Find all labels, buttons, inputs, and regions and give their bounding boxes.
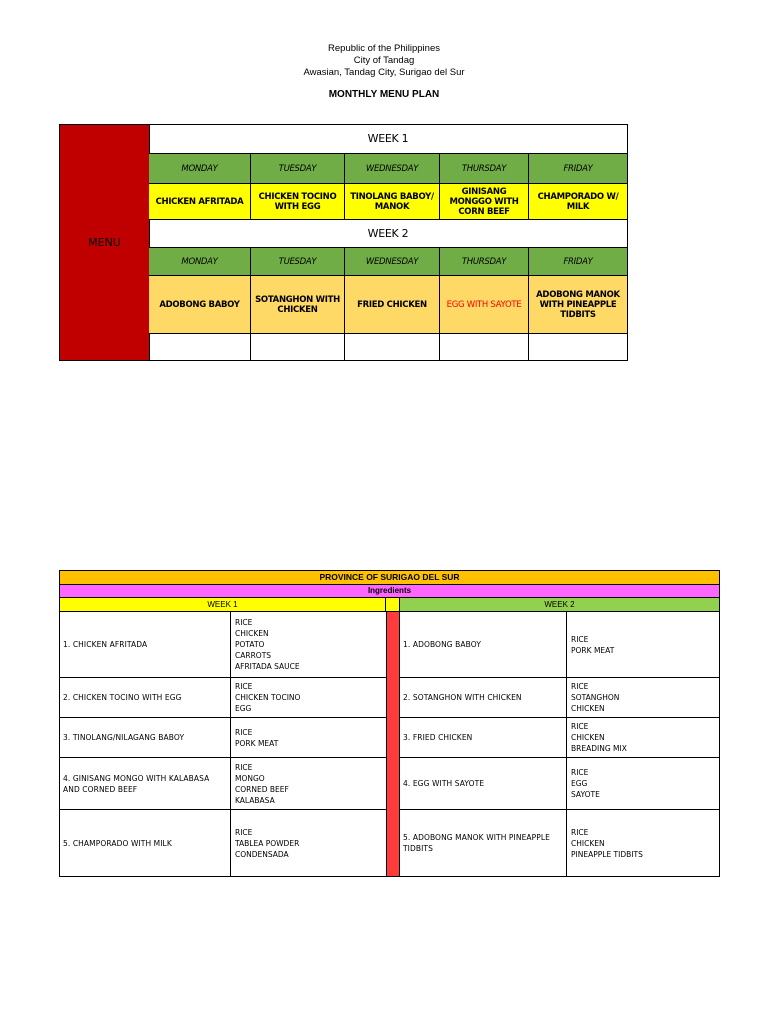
ingredient-row [60, 678, 386, 718]
ingredient-items [567, 612, 719, 677]
ingredient-item: RICE [571, 722, 589, 731]
ingredient-item: POTATO [235, 640, 265, 649]
ingredient-item: PORK MEAT [235, 738, 279, 748]
ingredient-row [60, 718, 386, 758]
week2-day: TUESDAY [250, 248, 344, 275]
ingredient-item: CONDENSADA [235, 849, 289, 859]
ingredient-dish: 4. GINISANG MONGO WITH KALABASA AND CORNED BEEF [60, 758, 231, 809]
ingredient-dish: 2. SOTANGHON WITH CHICKEN [400, 678, 567, 717]
week1-dish: TINOLANG BABOY/ MANOK [344, 184, 439, 219]
ingredient-items [231, 612, 386, 677]
ingredient-items [567, 718, 719, 757]
ingredient-item: CARROTS [235, 651, 272, 660]
ingredient-item: SAYOTE [571, 790, 600, 799]
ingredient-item: CHICKEN TOCINO [235, 693, 301, 702]
week1-dish: CHAMPORADO W/ MILK [528, 184, 627, 219]
menu-plan-table [59, 124, 628, 361]
ingredient-item: RICE [235, 682, 253, 691]
week2-day: FRIDAY [528, 248, 627, 275]
ingredient-item: RICE [571, 682, 589, 691]
ingredients-week2-label: WEEK 2 [400, 598, 719, 611]
empty-cell [149, 334, 250, 360]
week2-day: THURSDAY [439, 248, 528, 275]
ingredient-dish: 4. EGG WITH SAYOTE [400, 758, 567, 809]
week1-ingredients [60, 612, 386, 876]
header-address: Awasian, Tandag City, Surigao del Sur [303, 67, 465, 78]
ingredient-items [567, 810, 719, 876]
week1-dish: GINISANG MONGGO WITH CORN BEEF [439, 184, 528, 219]
week2-days-row [149, 247, 627, 275]
ingredient-items [567, 678, 719, 717]
ingredient-row [60, 612, 386, 678]
empty-row [149, 333, 627, 360]
week1-dish: CHICKEN TOCINO WITH EGG [250, 184, 344, 219]
ingredient-item: AFRITADA SAUCE [235, 662, 300, 671]
ingredient-item: RICE [571, 768, 589, 777]
ingredients-body [59, 612, 720, 877]
ingredient-item: BREADING MIX [571, 744, 627, 753]
week2-dishes-row [149, 275, 627, 333]
week2-day: MONDAY [149, 248, 250, 275]
header-country: Republic of the Philippines [328, 43, 440, 54]
ingredient-items [567, 758, 719, 809]
empty-cell [250, 334, 344, 360]
ingredient-dish: 5. ADOBONG MANOK WITH PINEAPPLE TIDBITS [400, 810, 567, 876]
week2-dish: ADOBONG MANOK WITH PINEAPPLE TIDBITS [528, 276, 627, 333]
ingredient-row [400, 718, 719, 758]
ingredient-item: CHICKEN [571, 704, 605, 713]
ingredient-items [231, 678, 386, 717]
ingredient-row [60, 758, 386, 810]
ingredient-item: CORNED BEEF [235, 784, 289, 794]
ingredient-items [231, 718, 386, 757]
week1-day: MONDAY [149, 154, 250, 183]
ingredients-week-header [59, 598, 720, 612]
ingredients-table [59, 570, 720, 877]
week2-dish: ADOBONG BABOY [149, 276, 250, 333]
ingredient-dish: 3. TINOLANG/NILAGANG BABOY [60, 718, 231, 757]
ingredient-dish: 1. CHICKEN AFRITADA [60, 612, 231, 677]
ingredient-item: CHICKEN [235, 629, 269, 638]
week1-day: FRIDAY [528, 154, 627, 183]
header-city: City of Tandag [353, 55, 415, 66]
ingredient-dish: 3. FRIED CHICKEN [400, 718, 567, 757]
week2-ingredients [400, 612, 719, 876]
week2-title: WEEK 2 [367, 226, 409, 240]
ingredient-item: EGG [571, 779, 588, 788]
week-header-separator [386, 598, 400, 611]
ingredient-item: RICE [571, 827, 589, 837]
ingredient-item: RICE [235, 762, 253, 772]
ingredient-item: KALABASA [235, 795, 275, 805]
week-separator [386, 612, 400, 876]
ingredient-item: SOTANGHON [571, 693, 620, 702]
ingredient-dish: 1. ADOBONG BABOY [400, 612, 567, 677]
ingredient-dish: 5. CHAMPORADO WITH MILK [60, 810, 231, 876]
empty-cell [528, 334, 627, 360]
week1-day: THURSDAY [439, 154, 528, 183]
page-title: MONTHLY MENU PLAN [328, 89, 440, 100]
document-header [0, 43, 768, 79]
ingredient-row [400, 678, 719, 718]
week1-days-row [149, 153, 627, 183]
ingredient-dish: 2. CHICKEN TOCINO WITH EGG [60, 678, 231, 717]
week2-title-row [149, 219, 627, 247]
ingredients-week1-label: WEEK 1 [60, 598, 386, 611]
ingredient-row [60, 810, 386, 876]
ingredients-band: Ingredients [59, 585, 720, 598]
ingredient-row [400, 758, 719, 810]
empty-cell [344, 334, 439, 360]
week2-dish: SOTANGHON WITH CHICKEN [250, 276, 344, 333]
ingredient-item: RICE [235, 727, 253, 737]
ingredient-row [400, 810, 719, 876]
ingredient-item: RICE [235, 827, 253, 837]
week2-dish-highlight: EGG WITH SAYOTE [439, 276, 528, 333]
province-band: PROVINCE OF SURIGAO DEL SUR [59, 570, 720, 585]
week1-dish: CHICKEN AFRITADA [149, 184, 250, 219]
ingredient-item: RICE [571, 634, 589, 644]
week1-day: WEDNESDAY [344, 154, 439, 183]
ingredient-item: PINEAPPLE TIDBITS [571, 849, 643, 859]
week2-dish: FRIED CHICKEN [344, 276, 439, 333]
ingredient-row [400, 612, 719, 678]
ingredient-item: MONGO [235, 773, 265, 783]
ingredient-item: RICE [235, 618, 253, 627]
menu-side-label: MENU [60, 125, 150, 360]
ingredient-item: EGG [235, 704, 252, 713]
ingredient-item: PORK MEAT [571, 645, 615, 655]
week1-title: WEEK 1 [367, 132, 409, 145]
ingredient-item: CHICKEN [571, 838, 605, 848]
ingredient-item: TABLEA POWDER [235, 838, 300, 848]
ingredient-items [231, 758, 386, 809]
ingredient-items [231, 810, 386, 876]
empty-cell [439, 334, 528, 360]
week1-title-row [149, 125, 627, 153]
week1-dishes-row [149, 183, 627, 219]
week2-day: WEDNESDAY [344, 248, 439, 275]
week1-day: TUESDAY [250, 154, 344, 183]
ingredient-item: CHICKEN [571, 733, 605, 742]
